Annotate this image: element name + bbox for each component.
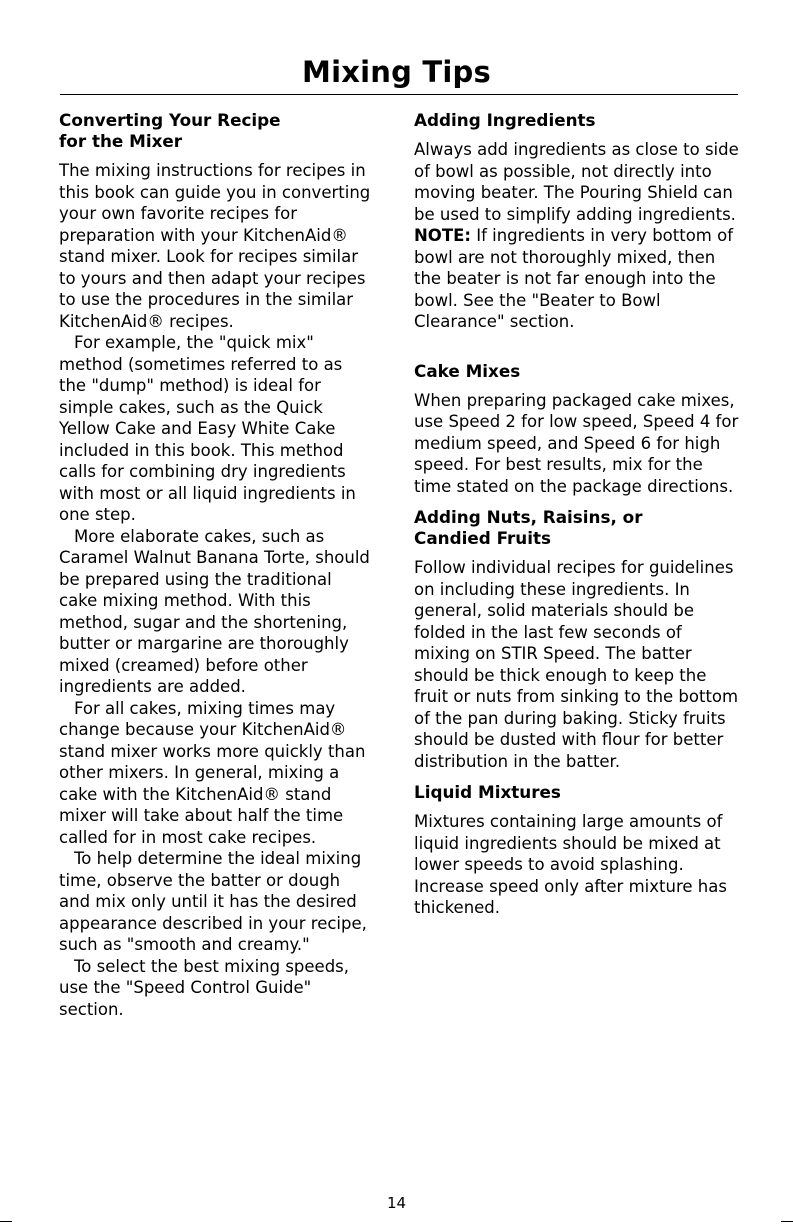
crop-mark-right <box>781 1221 793 1222</box>
title-rule <box>60 94 738 95</box>
paragraph: When preparing packaged cake mixes, use Speed 2 for low speed, Speed 4 for medium speed, and Speed 6 for high speed. For best results, mix for the time stated on the package directions. <box>414 390 739 496</box>
page-number: 14 <box>386 1194 407 1212</box>
left-column <box>59 110 374 1030</box>
heading-line-1: Converting Your Recipe <box>59 110 281 130</box>
page-title: Mixing Tips <box>302 55 491 89</box>
paragraph: For example, the "quick mix" method (sometimes referred to as the "dump" method) is ideal for simple cakes, such as the Quick Yellow Cake and Easy White Cake included in this book. This method calls for combining dry ingredients with most or all liquid ingredients in one step. <box>59 333 356 524</box>
heading-line-2: Candied Fruits <box>414 528 551 548</box>
paragraph: More elaborate cakes, such as Caramel Walnut Banana Torte, should be prepared using the traditional cake mixing method. With this method, sugar and the shortening, butter or margarine are thoroughly mixed (creamed) before other ingredients are added. <box>59 526 370 696</box>
paragraph: To select the best mixing speeds, use the "Speed Control Guide" section. <box>59 956 350 1019</box>
section-heading: Adding Ingredients <box>414 110 596 130</box>
section-heading <box>414 507 739 549</box>
paragraph: To help determine the ideal mixing time, observe the batter or dough and mix only until it has the desired appearance described in your recipe, such as "smooth and creamy." <box>59 849 367 954</box>
paragraph: For all cakes, mixing times may change because your KitchenAid® stand mixer works more quickly than other mixers. In general, mixing a cake with the KitchenAid® stand mixer will take about half the time called for in most cake recipes. <box>59 698 366 847</box>
right-column <box>414 110 739 929</box>
heading-line-2: for the Mixer <box>59 131 183 151</box>
paragraph: Mixtures containing large amounts of liquid ingredients should be mixed at lower speeds to avoid splashing. Increase speed only after mixture has thickened. <box>414 812 727 917</box>
heading-line-1: Adding Nuts, Raisins, or <box>414 507 643 527</box>
section-heading <box>59 110 374 152</box>
section-liquid-mixtures <box>414 782 739 919</box>
section-adding-nuts <box>414 507 739 772</box>
note-paragraph <box>414 225 739 333</box>
section-heading: Cake Mixes <box>414 360 521 381</box>
section-converting-recipe <box>59 110 374 1020</box>
paragraph: Always add ingredients as close to side of bowl as possible, not directly into moving beater. The Pouring Shield can be used to simplify adding ingredients. <box>414 140 739 224</box>
paragraph: Follow individual recipes for guidelines on including these ingredients. In general, solid materials should be folded in the last few seconds of mixing on STIR Speed. The batter should be thick enough to keep the fruit or nuts from sinking to the bottom of the pan during baking. Sticky fruits should be dusted with flour for better distribution in the batter. <box>414 558 739 771</box>
section-heading: Liquid Mixtures <box>414 782 561 802</box>
note-text: If ingredients in very bottom of bowl are not thoroughly mixed, then the beater is not far enough into the bowl. See the "Beater to Bowl Clearance" section. <box>414 226 734 331</box>
crop-mark-left <box>0 1221 12 1222</box>
section-cake-mixes <box>414 361 739 498</box>
paragraph: The mixing instructions for recipes in this book can guide you in converting your own favorite recipes for preparation with your KitchenAid® stand mixer. Look for recipes similar to yours and then adapt your recipes to use the procedures in the similar KitchenAid® recipes. <box>59 161 371 331</box>
section-adding-ingredients <box>414 110 739 333</box>
note-label: NOTE: <box>414 226 471 245</box>
